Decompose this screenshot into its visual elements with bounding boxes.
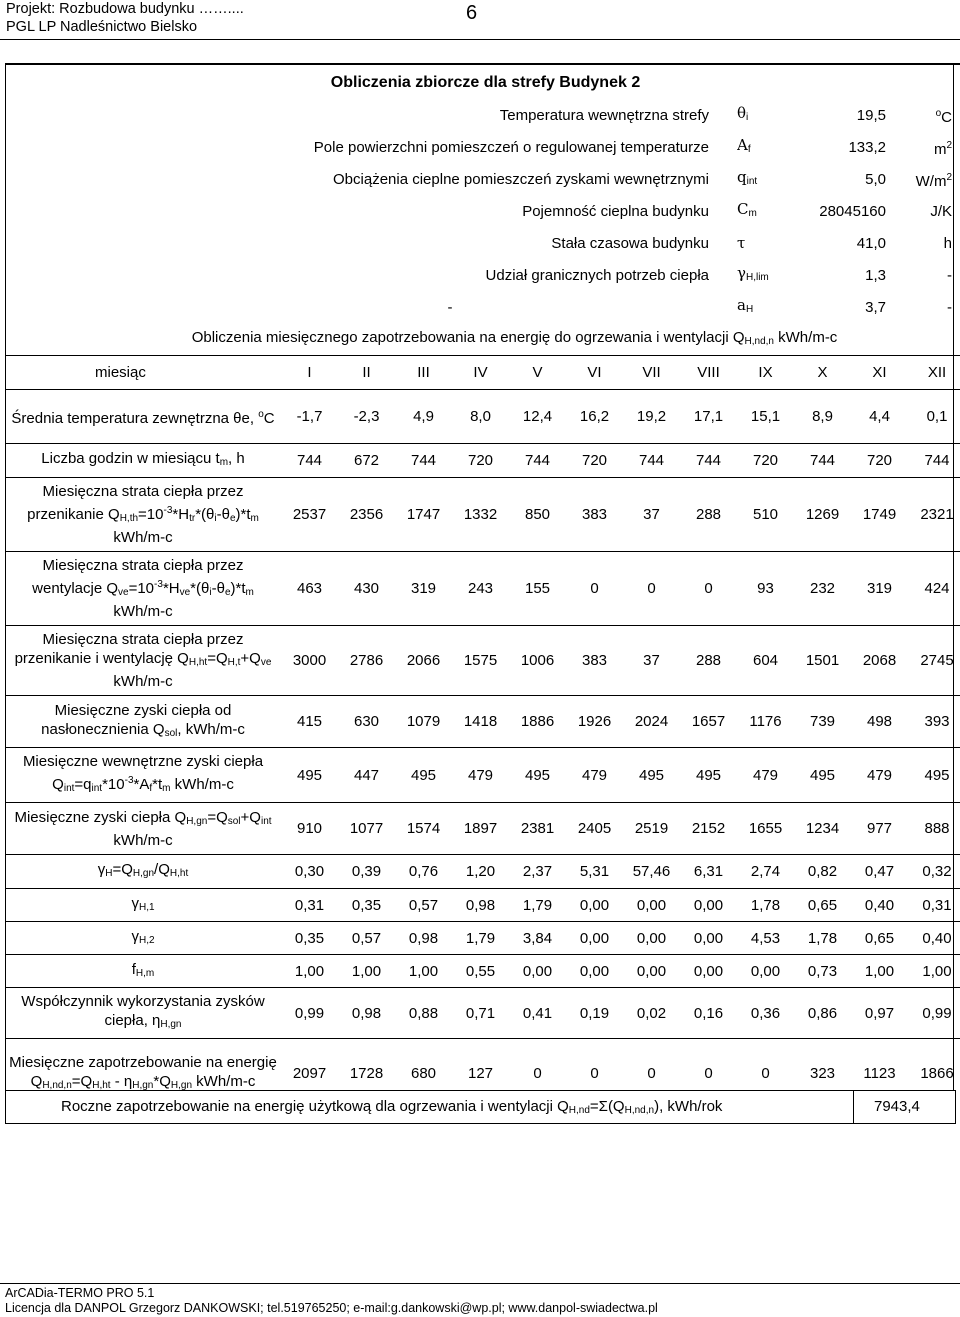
table-cell: 0,31 — [908, 889, 960, 922]
table-cell: 0,88 — [395, 988, 452, 1039]
table-cell: 0 — [680, 552, 737, 626]
table-cell: 383 — [566, 478, 623, 552]
page-number: 6 — [466, 2, 478, 24]
table-cell: 2321 — [908, 478, 960, 552]
table-cell: 495 — [908, 748, 960, 803]
month-header-cell: III — [395, 356, 452, 390]
table-cell: 888 — [908, 803, 960, 855]
table-cell: 495 — [395, 748, 452, 803]
table-cell: 1749 — [851, 478, 908, 552]
parameter-value: 1,3 — [865, 266, 886, 284]
table-cell: 3000 — [281, 626, 338, 696]
table-cell: 672 — [338, 444, 395, 478]
table-cell: 2097 — [281, 1039, 338, 1109]
table-cell: 0,97 — [851, 988, 908, 1039]
table-cell: 323 — [794, 1039, 851, 1109]
summary-label-end: ), kWh/rok — [654, 1098, 723, 1115]
annual-summary-row — [5, 1090, 956, 1124]
parameter-row — [5, 227, 960, 259]
month-header-cell: XII — [908, 356, 960, 390]
table-cell: 2152 — [680, 803, 737, 855]
table-cell: 415 — [281, 696, 338, 748]
parameter-symbol: $A_f$ — [737, 135, 751, 155]
table-cell: 1,00 — [908, 955, 960, 988]
table-cell: 479 — [566, 748, 623, 803]
table-cell: 2066 — [395, 626, 452, 696]
table-cell: 0,40 — [851, 889, 908, 922]
section-title: Obliczenia zbiorcze dla strefy Budynek 2 — [5, 64, 960, 99]
table-cell: 1926 — [566, 696, 623, 748]
table-row — [5, 748, 960, 803]
table-cell: 8,9 — [794, 390, 851, 444]
table-cell: 0,65 — [851, 922, 908, 955]
table-cell: 1728 — [338, 1039, 395, 1109]
table-cell: 1,00 — [281, 955, 338, 988]
table-cell: 1866 — [908, 1039, 960, 1109]
table-cell: 6,31 — [680, 855, 737, 889]
month-header-cell: V — [509, 356, 566, 390]
table-cell: 424 — [908, 552, 960, 626]
parameter-symbol: τ — [737, 233, 746, 252]
table-cell: 288 — [680, 478, 737, 552]
row-label: Miesięczne wewnętrzne zyski ciepła $Q_{int}=q_{int}*10^{-3}*A_f*t_m$ kWh/m-c — [5, 748, 281, 803]
table-cell: 37 — [623, 478, 680, 552]
table-cell: -1,7 — [281, 390, 338, 444]
table-cell: 12,4 — [509, 390, 566, 444]
table-cell: 447 — [338, 748, 395, 803]
month-header-cell: I — [281, 356, 338, 390]
monthly-section — [5, 356, 960, 1109]
row-label: $f_{H,m}$ — [5, 955, 281, 988]
table-cell: 1,00 — [851, 955, 908, 988]
parameter-label: Stała czasowa budynku — [551, 234, 709, 252]
table-cell: 0 — [623, 552, 680, 626]
project-title: Projekt: Rozbudowa budynku …….... — [6, 1, 244, 17]
table-cell: 495 — [281, 748, 338, 803]
organization-name: PGL LP Nadleśnictwo Bielsko — [6, 19, 198, 35]
month-header-cell: VI — [566, 356, 623, 390]
table-row — [5, 988, 960, 1039]
table-cell: 0,76 — [395, 855, 452, 889]
table-cell: 0,82 — [794, 855, 851, 889]
table-cell: 1,20 — [452, 855, 509, 889]
table-cell: 910 — [281, 803, 338, 855]
parameter-unit: - — [947, 298, 953, 316]
table-cell: 1332 — [452, 478, 509, 552]
table-cell: 0,99 — [281, 988, 338, 1039]
row-label: Miesięczna strata ciepła przez przenikanie $Q_{H,th}=10^{-3}*H_{tr}*(\theta_i-\theta_e)*t_m$ kWh/m-c — [5, 478, 281, 552]
parameter-unit: J/K — [930, 202, 953, 220]
table-cell: 0,86 — [794, 988, 851, 1039]
table-cell: 1176 — [737, 696, 794, 748]
table-cell: 288 — [680, 626, 737, 696]
table-cell: 0 — [566, 552, 623, 626]
table-cell: 2068 — [851, 626, 908, 696]
table-cell: 744 — [623, 444, 680, 478]
summary-label-mid: =Σ(Q — [589, 1098, 625, 1115]
table-cell: 2,37 — [509, 855, 566, 889]
month-header-cell: XI — [851, 356, 908, 390]
table-cell: 720 — [851, 444, 908, 478]
table-cell: 155 — [509, 552, 566, 626]
parameter-value: 3,7 — [865, 298, 886, 316]
table-cell: 0,30 — [281, 855, 338, 889]
table-cell: 1,78 — [737, 889, 794, 922]
table-cell: 0,98 — [452, 889, 509, 922]
table-cell: 720 — [566, 444, 623, 478]
summary-separator — [853, 1091, 854, 1123]
table-cell: 1,00 — [338, 955, 395, 988]
header-divider — [0, 39, 960, 40]
table-cell: 977 — [851, 803, 908, 855]
row-label: Miesięczne zyski ciepła od nasłonecznienia $Q_{sol}$, kWh/m-c — [5, 696, 281, 748]
table-row — [5, 696, 960, 748]
summary-label-text: Roczne zapotrzebowanie na energię użytkową dla ogrzewania i wentylacji Q — [61, 1098, 569, 1115]
table-cell: 2745 — [908, 626, 960, 696]
table-cell: 37 — [623, 626, 680, 696]
table-cell: 1,78 — [794, 922, 851, 955]
parameter-value: 133,2 — [848, 138, 886, 156]
table-cell: 1575 — [452, 626, 509, 696]
table-cell: 495 — [680, 748, 737, 803]
table-cell: 1501 — [794, 626, 851, 696]
table-cell: 319 — [395, 552, 452, 626]
table-cell: 93 — [737, 552, 794, 626]
parameter-label: Udział granicznych potrzeb ciepła — [485, 266, 709, 284]
month-header-cell: X — [794, 356, 851, 390]
annual-summary-label — [61, 1098, 722, 1116]
annual-summary-value: 7943,4 — [874, 1098, 920, 1115]
table-cell: 2356 — [338, 478, 395, 552]
parameter-unit: h — [943, 234, 953, 252]
table-cell: 498 — [851, 696, 908, 748]
table-cell: 8,0 — [452, 390, 509, 444]
table-cell: 0,32 — [908, 855, 960, 889]
table-cell: 0,00 — [680, 922, 737, 955]
table-cell: 0,35 — [338, 889, 395, 922]
title-row — [5, 64, 960, 99]
monthly-title: Obliczenia miesięcznego zapotrzebowania na energię do ogrzewania i wentylacji $Q_{H,nd,n}$ kWh/m-c — [191, 328, 838, 347]
table-cell: 744 — [908, 444, 960, 478]
table-cell: 16,2 — [566, 390, 623, 444]
table-cell: 1657 — [680, 696, 737, 748]
table-cell: 2381 — [509, 803, 566, 855]
row-label: Liczba godzin w miesiącu $t_m$, h — [5, 444, 281, 478]
table-cell: 57,46 — [623, 855, 680, 889]
month-header-cell: II — [338, 356, 395, 390]
summary-label-sub2: H,nd,n — [624, 1105, 655, 1116]
table-cell: 243 — [452, 552, 509, 626]
table-cell: 0,36 — [737, 988, 794, 1039]
table-cell: 0,73 — [794, 955, 851, 988]
monthly-title-row — [5, 323, 960, 356]
table-cell: 0,1 — [908, 390, 960, 444]
table-cell: 744 — [680, 444, 737, 478]
parameter-symbol: $\theta_i$ — [737, 103, 749, 123]
table-cell: 0 — [623, 1039, 680, 1109]
month-header-cell: IX — [737, 356, 794, 390]
table-cell: 850 — [509, 478, 566, 552]
parameter-symbol: $a_H$ — [737, 295, 754, 315]
table-cell: 430 — [338, 552, 395, 626]
table-cell: 0 — [737, 1039, 794, 1109]
month-header-cell: IV — [452, 356, 509, 390]
table-cell: 0,47 — [851, 855, 908, 889]
table-cell: 744 — [509, 444, 566, 478]
table-cell: 0,98 — [395, 922, 452, 955]
table-cell: 0,57 — [395, 889, 452, 922]
parameter-symbol: $C_m$ — [737, 199, 757, 219]
parameter-label: Pojemność cieplna budynku — [522, 202, 709, 220]
table-cell: -2,3 — [338, 390, 395, 444]
parameters-section — [5, 64, 960, 356]
table-cell: 1079 — [395, 696, 452, 748]
table-cell: 495 — [623, 748, 680, 803]
table-cell: 2519 — [623, 803, 680, 855]
parameter-label: Pole powierzchni pomieszczeń o regulowanej temperaturze — [313, 138, 709, 156]
table-cell: 479 — [851, 748, 908, 803]
table-row — [5, 552, 960, 626]
month-header-cell: VIII — [680, 356, 737, 390]
table-row — [5, 803, 960, 855]
table-row — [5, 478, 960, 552]
table-cell: 1077 — [338, 803, 395, 855]
table-cell: 319 — [851, 552, 908, 626]
row-label: $\gamma_{H,2}$ — [5, 922, 281, 955]
table-cell: 1123 — [851, 1039, 908, 1109]
table-cell: 0,40 — [908, 922, 960, 955]
table-cell: 0,00 — [566, 955, 623, 988]
parameter-unit: $W/m^2$ — [915, 171, 953, 190]
parameter-row — [5, 131, 960, 163]
table-cell: 0,00 — [623, 889, 680, 922]
parameter-label: Temperatura wewnętrzna strefy — [499, 106, 709, 124]
table-cell: 0,65 — [794, 889, 851, 922]
table-cell: 0,41 — [509, 988, 566, 1039]
table-cell: 479 — [737, 748, 794, 803]
row-label: Miesięczna strata ciepła przez wentylacje $Q_{ve}=10^{-3}*H_{ve}*(\theta_i-\theta_e)*t_m$ kWh/m-c — [5, 552, 281, 626]
table-cell: 1886 — [509, 696, 566, 748]
table-cell: 0,00 — [509, 955, 566, 988]
table-cell: 2786 — [338, 626, 395, 696]
table-cell: 17,1 — [680, 390, 737, 444]
table-cell: 0,00 — [680, 889, 737, 922]
table-cell: 1897 — [452, 803, 509, 855]
table-cell: 680 — [395, 1039, 452, 1109]
table-row — [5, 955, 960, 988]
parameter-label: - — [447, 298, 453, 316]
table-cell: 2024 — [623, 696, 680, 748]
table-cell: 5,31 — [566, 855, 623, 889]
software-name: ArCADia-TERMO PRO 5.1 — [5, 1286, 155, 1300]
table-cell: 4,4 — [851, 390, 908, 444]
table-cell: 1747 — [395, 478, 452, 552]
table-row — [5, 855, 960, 889]
table-cell: 604 — [737, 626, 794, 696]
parameter-row — [5, 163, 960, 195]
table-cell: 0 — [509, 1039, 566, 1109]
table-cell: 0,31 — [281, 889, 338, 922]
table-cell: 0,55 — [452, 955, 509, 988]
table-cell: 0,57 — [338, 922, 395, 955]
table-cell: 2405 — [566, 803, 623, 855]
table-cell: 393 — [908, 696, 960, 748]
row-label: Miesięczna strata ciepła przez przenikanie i wentylację $Q_{H,ht}=Q_{H,t}+Q_{ve}$ kWh/m-c — [5, 626, 281, 696]
parameter-symbol: $q_{int}$ — [737, 167, 758, 187]
table-cell: 2537 — [281, 478, 338, 552]
row-label: $\gamma_H=Q_{H,gn}/Q_{H,ht}$ — [5, 855, 281, 889]
table-cell: 479 — [452, 748, 509, 803]
table-cell: 1,00 — [395, 955, 452, 988]
parameter-unit: $^o$C — [935, 107, 953, 126]
table-cell: 0 — [680, 1039, 737, 1109]
table-row — [5, 889, 960, 922]
table-cell: 463 — [281, 552, 338, 626]
table-cell: 0,00 — [623, 922, 680, 955]
parameter-row — [5, 291, 960, 323]
calculation-table — [5, 63, 960, 1109]
table-cell: 720 — [452, 444, 509, 478]
table-cell: 232 — [794, 552, 851, 626]
parameter-value: 19,5 — [856, 106, 886, 124]
table-cell: 4,9 — [395, 390, 452, 444]
row-label: Miesięczne zyski ciepła $Q_{H,gn}=Q_{sol}+Q_{int}$ kWh/m-c — [5, 803, 281, 855]
table-cell: 0,99 — [908, 988, 960, 1039]
parameter-value: 5,0 — [865, 170, 886, 188]
table-cell: 15,1 — [737, 390, 794, 444]
header-left — [6, 0, 244, 36]
parameter-unit: - — [947, 266, 953, 284]
parameter-row — [5, 99, 960, 131]
table-cell: 0,16 — [680, 988, 737, 1039]
parameter-value: 41,0 — [856, 234, 886, 252]
table-cell: 127 — [452, 1039, 509, 1109]
summary-label-sub1: H,nd — [568, 1105, 590, 1116]
parameter-label: Obciążenia cieplne pomieszczeń zyskami wewnętrznymi — [333, 170, 709, 188]
month-header-cell: VII — [623, 356, 680, 390]
table-cell: 19,2 — [623, 390, 680, 444]
table-cell: 1655 — [737, 803, 794, 855]
table-cell: 0,00 — [566, 889, 623, 922]
table-cell: 0 — [566, 1039, 623, 1109]
parameter-row — [5, 195, 960, 227]
table-cell: 4,53 — [737, 922, 794, 955]
table-cell: 1269 — [794, 478, 851, 552]
table-row — [5, 444, 960, 478]
license-info: Licencja dla DANPOL Grzegorz DANKOWSKI; tel.519765250; e-mail:g.dankowski@wp.pl; www.danpol-swiadectwa.pl — [5, 1301, 658, 1315]
table-cell: 1006 — [509, 626, 566, 696]
table-cell: 3,84 — [509, 922, 566, 955]
row-label: Miesięczne zapotrzebowanie na energię $Q_{H,nd,n}=Q_{H,ht} - \eta_{H,gn}*Q_{H,gn}$ kWh/m-c — [5, 1039, 281, 1109]
table-cell: 0,39 — [338, 855, 395, 889]
table-cell: 1234 — [794, 803, 851, 855]
table-cell: 0,98 — [338, 988, 395, 1039]
table-cell: 1574 — [395, 803, 452, 855]
table-cell: 0,71 — [452, 988, 509, 1039]
row-label: Średnia temperatura zewnętrzna θe, $^o$C — [5, 390, 281, 444]
parameter-value: 28045160 — [819, 202, 886, 220]
table-cell: 510 — [737, 478, 794, 552]
table-cell: 1418 — [452, 696, 509, 748]
table-row — [5, 626, 960, 696]
footer-divider — [0, 1283, 960, 1284]
table-cell: 1,79 — [452, 922, 509, 955]
month-label: miesiąc — [5, 356, 281, 390]
row-label: $\gamma_{H,1}$ — [5, 889, 281, 922]
table-cell: 2,74 — [737, 855, 794, 889]
table-row — [5, 390, 960, 444]
table-cell: 0,19 — [566, 988, 623, 1039]
page-footer — [5, 1286, 658, 1316]
table-cell: 0,00 — [680, 955, 737, 988]
table-cell: 383 — [566, 626, 623, 696]
table-cell: 720 — [737, 444, 794, 478]
table-cell: 495 — [509, 748, 566, 803]
table-cell: 0,00 — [566, 922, 623, 955]
table-cell: 630 — [338, 696, 395, 748]
table-cell: 744 — [281, 444, 338, 478]
parameter-row — [5, 259, 960, 291]
table-cell: 1,79 — [509, 889, 566, 922]
table-cell: 0,35 — [281, 922, 338, 955]
table-cell: 0,00 — [737, 955, 794, 988]
table-cell: 744 — [794, 444, 851, 478]
table-cell: 0,02 — [623, 988, 680, 1039]
month-header-row — [5, 356, 960, 390]
row-label: Współczynnik wykorzystania zysków ciepła, $\eta_{H,gn}$ — [5, 988, 281, 1039]
table-row — [5, 922, 960, 955]
parameter-symbol: $\gamma_{H,lim}$ — [737, 263, 769, 283]
table-cell: 744 — [395, 444, 452, 478]
table-cell: 495 — [794, 748, 851, 803]
table-cell: 0,00 — [623, 955, 680, 988]
parameter-unit: $m^2$ — [933, 139, 953, 158]
table-cell: 739 — [794, 696, 851, 748]
